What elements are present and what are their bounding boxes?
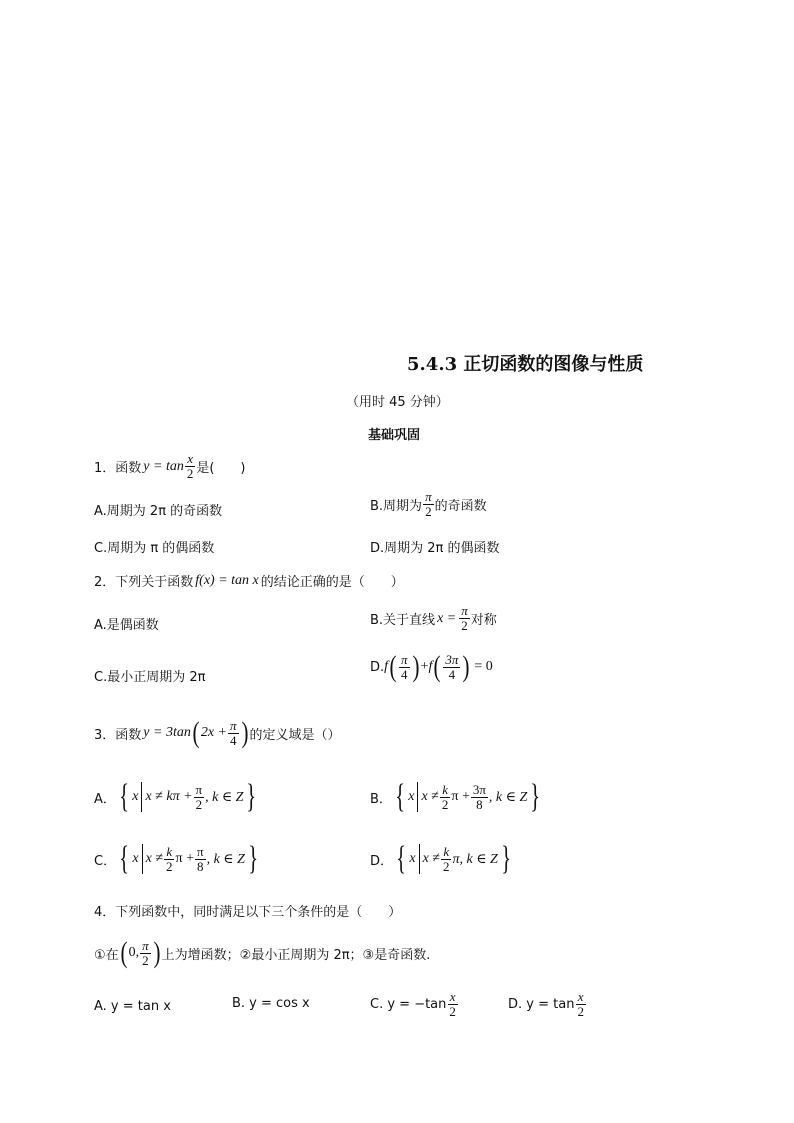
left-brace-icon: { [119, 840, 130, 877]
q2-b-pre: B.关于直线 [370, 613, 436, 628]
q2-d-plus: + [420, 659, 429, 674]
q2-func: f(x) = tan x [195, 572, 259, 588]
q2-d-f2: f [428, 659, 433, 674]
q4-den: 2 [142, 952, 149, 968]
q3-a-var: x [132, 789, 139, 804]
q3-c-num1: k [166, 843, 173, 859]
q4-num: π [142, 937, 149, 953]
q1-b-fraction [423, 490, 434, 519]
right-paren-icon: ) [153, 936, 161, 969]
set-bar-icon [142, 844, 143, 874]
right-paren-icon: ) [462, 650, 470, 683]
q1-option-b[interactable] [370, 490, 487, 519]
q4-cond-post: 上为增函数；②最小正周期为 2π；③是奇函数. [161, 947, 431, 963]
q3-b-num2: 3π [472, 781, 486, 797]
q3-b-fraction-1 [440, 783, 451, 812]
q3-d-label: D． [370, 853, 394, 869]
q3-a-fraction [194, 783, 205, 812]
q3-b-den2: 8 [476, 796, 483, 812]
q3-b-cond-pre: x ≠ [421, 789, 439, 804]
q1-frac-den: 2 [186, 466, 194, 481]
set-bar-icon [417, 782, 418, 812]
q3-c-den1: 2 [166, 858, 173, 874]
right-paren-icon: ) [412, 650, 420, 683]
q1-b-den: 2 [425, 504, 432, 519]
q3-a-den: 2 [195, 796, 203, 812]
q3-num: π [230, 717, 237, 733]
left-brace-icon: { [395, 778, 405, 815]
q3-c-mid: π + [175, 851, 194, 866]
q2-b-fraction [459, 604, 470, 633]
right-brace-icon: } [246, 778, 257, 815]
q4-option-c[interactable] [370, 990, 459, 1019]
q3-den: 4 [230, 732, 237, 748]
set-bar-icon [419, 844, 420, 874]
q3-inner: 2x + [200, 725, 228, 740]
q4-c-num: x [449, 989, 456, 1004]
q1-b-post: 的奇函数 [434, 499, 487, 514]
set-bar-icon [141, 782, 142, 812]
left-paren-icon: ( [192, 716, 200, 749]
q2-b-var: x = [437, 610, 457, 626]
q2-d-den2: 4 [448, 666, 456, 682]
q3-fraction [228, 719, 239, 748]
q3-option-a[interactable] [94, 780, 260, 814]
q3-c-label: C． [94, 853, 117, 869]
q2-b-den: 2 [461, 618, 468, 633]
q3-a-cond-pre: x ≠ kπ + [145, 789, 193, 804]
q2-option-b[interactable] [370, 604, 497, 633]
q3-b-mid: π + [451, 789, 470, 804]
q3-c-fraction-1 [164, 845, 175, 874]
q1-frac-num: x [187, 451, 193, 466]
q3-d-var: x [409, 851, 416, 866]
q3-prefix: 3．函数 [94, 727, 142, 743]
q4-conditions [94, 938, 430, 968]
left-paren-icon: ( [433, 650, 441, 683]
q4-option-b[interactable]: B. y = cos x [232, 996, 310, 1011]
q1-option-a[interactable]: A.周期为 2π 的奇函数 [94, 504, 223, 519]
q2-d-den1: 4 [401, 666, 408, 682]
time-note: （用时 45 分钟） [346, 395, 449, 410]
q1-prefix: 1．函数 [94, 461, 142, 476]
q3-b-fraction-2 [471, 783, 488, 812]
q4-interval-left: 0, [128, 945, 140, 960]
q3-d-fraction [441, 845, 452, 874]
left-brace-icon: { [396, 840, 407, 877]
q1-b-num: π [425, 489, 432, 504]
q1-suffix: 是( ) [196, 461, 246, 476]
q3-c-cond-post: , k ∈ Z [206, 851, 245, 867]
q1-option-d[interactable]: D.周期为 2π 的偶函数 [370, 541, 500, 556]
q3-d-cond-post: π, k ∈ Z [452, 851, 498, 867]
q4-d-den: 2 [577, 1004, 584, 1019]
q2-d-fraction-2 [443, 653, 460, 682]
q4-d-num: x [577, 989, 584, 1004]
q3-option-d[interactable] [370, 842, 514, 876]
q2-b-num: π [461, 603, 468, 618]
q2-b-post: 对称 [470, 613, 497, 628]
q3-c-fraction-2 [195, 845, 206, 874]
q1-func: y = tan [143, 458, 184, 474]
q2-option-a[interactable]: A.是偶函数 [94, 618, 159, 633]
q1-fraction [185, 452, 196, 481]
q3-a-label: A． [94, 791, 116, 807]
q3-option-c[interactable] [94, 842, 261, 876]
q3-c-var: x [132, 851, 139, 866]
q3-d-cond-pre: x ≠ [422, 851, 440, 866]
q4-option-d[interactable] [508, 990, 587, 1019]
q3-func: y = 3tan [143, 725, 191, 740]
question-1 [94, 452, 246, 481]
q2-d-num2: 3π [445, 651, 459, 667]
q3-d-num: k [443, 843, 450, 859]
q2-d-fraction-1 [399, 653, 410, 682]
left-paren-icon: ( [120, 936, 128, 969]
q2-d-pre: D. [370, 659, 385, 675]
page-title: 5.4.3 正切函数的图像与性质 [407, 354, 644, 375]
right-brace-icon: } [501, 840, 511, 877]
q2-prefix: 2．下列关于函数 [94, 575, 194, 590]
q1-b-pre: B.周期为 [370, 499, 423, 514]
q3-a-cond-post: , k ∈ Z [205, 789, 244, 805]
q4-option-a[interactable]: A. y = tan x [94, 999, 171, 1014]
q4-d-fraction [575, 990, 586, 1019]
right-brace-icon: } [248, 840, 259, 877]
left-paren-icon: ( [389, 650, 397, 683]
q2-suffix: 的结论正确的是（ ） [260, 575, 404, 590]
q2-option-c[interactable]: C.最小正周期为 2π [94, 670, 206, 685]
q3-b-num1: k [442, 781, 449, 797]
q3-b-cond-post: , k ∈ Z [488, 789, 528, 805]
q3-d-den: 2 [442, 858, 450, 874]
section-heading: 基础巩固 [368, 428, 421, 443]
q4-c-fraction [447, 990, 458, 1019]
q4-c-den: 2 [449, 1004, 456, 1019]
q3-b-label: B． [370, 791, 392, 807]
q3-b-var: x [408, 789, 415, 804]
q3-option-b[interactable] [370, 780, 544, 814]
q2-d-num1: π [401, 651, 408, 667]
question-3 [94, 718, 341, 748]
q3-c-cond-pre: x ≠ [145, 851, 164, 866]
right-brace-icon: } [530, 778, 541, 815]
q4-cond-pre: ①在 [94, 947, 119, 963]
q2-option-d[interactable] [370, 652, 493, 682]
q4-d-pre: D. y = tan [508, 997, 575, 1012]
question-2 [94, 571, 404, 590]
q2-d-f1: f [384, 659, 389, 674]
q3-c-den2: 8 [197, 858, 204, 874]
q3-c-num2: π [197, 843, 204, 859]
q3-b-den1: 2 [441, 796, 449, 812]
q1-option-c[interactable]: C.周期为 π 的偶函数 [94, 541, 215, 556]
q4-fraction [140, 939, 151, 968]
right-paren-icon: ) [241, 716, 249, 749]
q2-d-eq: = 0 [474, 659, 493, 674]
question-4: 4．下列函数中，同时满足以下三个条件的是（ ） [94, 905, 402, 920]
left-brace-icon: { [119, 778, 129, 815]
q4-c-pre: C. y = −tan [370, 997, 447, 1012]
q3-suffix: 的定义域是（） [249, 727, 341, 743]
q3-a-num: π [195, 781, 203, 797]
